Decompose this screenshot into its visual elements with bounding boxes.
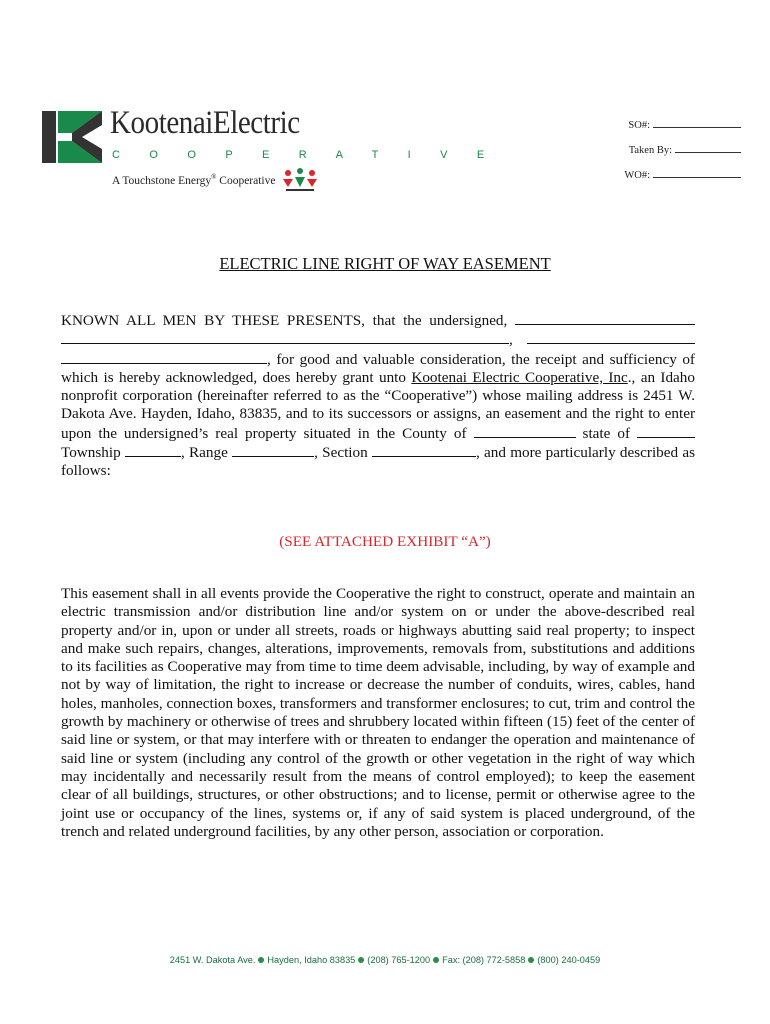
- touchstone-people-icon: [282, 167, 318, 193]
- grantor-name-blank[interactable]: [515, 311, 695, 325]
- easement-terms-paragraph: This easement shall in all events provide the Cooperative the right to construct, operate and maintain an electric transmission and/or distribution line and/or system on or under the above-described real property and/or in, upon or under all streets, roads or highways abutting said real property; to inspect and make such repairs, changes, alterations, improvements, removals from, substitutions and additions to its facilities as Cooperative may from time to time deem advisable, including, by way of example and not by way of limitation, the right to increase or decrease the number of conduits, wires, cables, hand holes, manholes, connection boxes, transformers and transformer enclosures; to cut, trim and control the growth by machinery or otherwise of trees and shrubbery located within fifteen (15) feet of the center of said line or system, or that may interfere with or threaten to endanger the operation and maintenance of said line or system (including any control of the growth or other vegetation in the right of way which may incidentally and necessarily result from the means of control employed); to keep the easement clear of all buildings, structures, or other obstructions; and to license, permit or otherwise agree to the joint use or occupancy of the lines, systems or, if any of said system is placed underground, of the trench and related underground facilities, by any other person, association or corporation.: [61, 585, 695, 840]
- so-number-field[interactable]: SO#:: [628, 118, 741, 131]
- grantee-name: Kootenai Electric Cooperative, Inc: [411, 368, 628, 386]
- wo-number-field[interactable]: WO#:: [624, 168, 741, 181]
- bullet-icon: [258, 957, 264, 963]
- township-blank[interactable]: [125, 443, 181, 457]
- kootenai-electric-logo: [42, 105, 498, 196]
- exhibit-reference: (SEE ATTACHED EXHIBIT “A”): [279, 533, 491, 550]
- logo-subtitle: C O O P E R A T I V E: [112, 149, 498, 161]
- logo-tagline: A Touchstone Energy® Cooperative: [112, 173, 276, 187]
- document-title: ELECTRIC LINE RIGHT OF WAY EASEMENT: [219, 254, 551, 273]
- kec-k-mark-icon: [42, 111, 104, 163]
- logo-name: KootenaiElectric: [110, 105, 300, 141]
- footer-toll-free: (800) 240-0459: [537, 955, 601, 965]
- grantor-name-blank-4[interactable]: [61, 350, 267, 364]
- grantor-name-blank-2[interactable]: [61, 330, 509, 344]
- bullet-icon: [433, 957, 439, 963]
- grant-paragraph: KNOWN ALL MEN BY THESE PRESENTS, that the undersigned, , , for good and valuable consideration, the receipt and sufficiency of which is hereby acknowledged, does hereby grant unto Kootenai Electric Cooperative, Inc., an Idaho nonprofit corporation (hereinafter referred to as the “Cooperative”) whose mailing address is 2451 W. Dakota Ave. Hayden, Idaho, 83835, and to its successors or assigns, an easement and the right to enter upon the undersigned’s real property situated in the County of state of Township , Range , Section , and more particularly described as follows:: [61, 312, 696, 480]
- bullet-icon: [528, 957, 534, 963]
- taken-by-field[interactable]: Taken By:: [629, 143, 741, 156]
- county-blank[interactable]: [474, 424, 576, 438]
- section-blank[interactable]: [372, 443, 476, 457]
- footer-contact: [0, 955, 770, 965]
- bullet-icon: [358, 957, 364, 963]
- range-blank[interactable]: [232, 443, 314, 457]
- footer-address: 2451 W. Dakota Ave.: [169, 955, 256, 965]
- footer-fax: Fax: (208) 772-5858: [442, 955, 526, 965]
- grantor-name-blank-3[interactable]: [527, 330, 695, 344]
- footer-phone: (208) 765-1200: [367, 955, 431, 965]
- footer-city: Hayden, Idaho 83835: [267, 955, 356, 965]
- state-blank[interactable]: [637, 424, 695, 438]
